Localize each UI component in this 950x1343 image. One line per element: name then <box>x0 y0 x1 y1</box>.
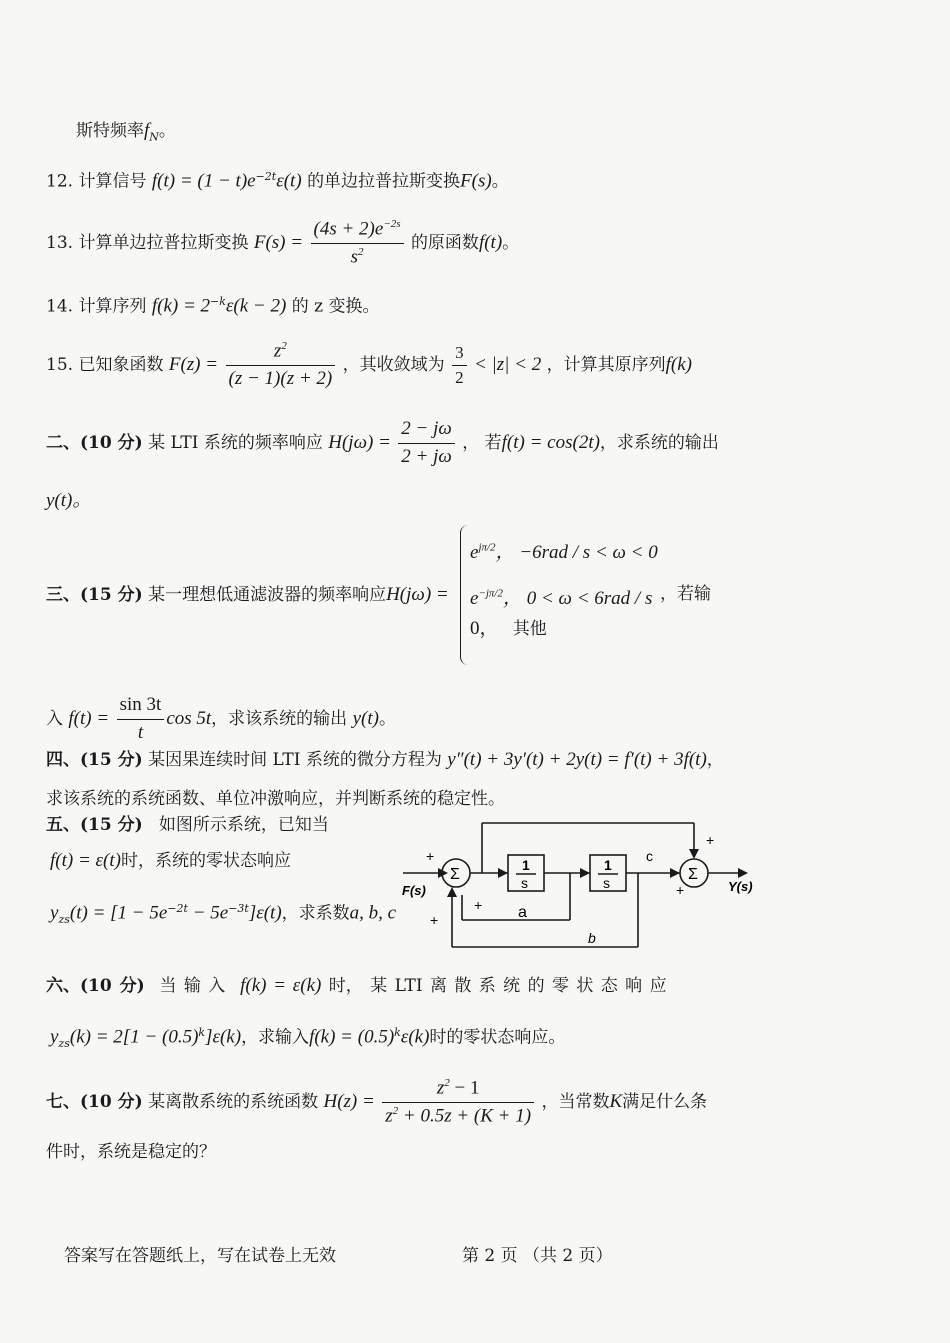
page-number: 第 2 页 （共 2 页） <box>462 1246 613 1266</box>
section-7-line2: 件时，系统是稳定的？ <box>46 1142 216 1162</box>
section-5: 五、(15 分) 如图所示系统，已知当 <box>46 815 329 835</box>
section-2-line2: y(t)。 <box>46 490 92 511</box>
section-4: 四、(15 分) 某因果连续时间 LTI 系统的微分方程为 y″(t) + 3y′(t) + 2y(t) = f′(t) + 3f(t)， <box>46 749 724 770</box>
coef-b-label: b <box>588 930 596 946</box>
plus-sign: + <box>676 882 685 898</box>
q11-tail: 斯特频率$f_N$。 <box>76 120 176 144</box>
section-3-line2: 入 f(t) = $\frac{\sin 3t}{t}$ cos 5t，求该系统的输出 y(t)。 <box>46 694 396 743</box>
section-6: 六、(10 分) 当 输 入 f(k) = ε(k) 时， 某 LTI 离 散 系 统 的 零 状 态 响 应 <box>46 975 667 996</box>
section-2: 二、(10 分) 某 LTI 系统的频率响应 H(jω) = $\frac{2 - j\omega}{2 + j\omega}$ ， 若f(t) = cos(2t)，求系统的输出 <box>46 418 719 467</box>
section-3-suffix: ，若输 <box>660 584 711 604</box>
coef-c-label: c <box>646 848 653 864</box>
section-4-line2: 求该系统的系统函数、单位冲激响应，并判断系统的稳定性。 <box>46 789 505 809</box>
section-5-line2: f(t) = ε(t)时，系统的零状态响应 <box>50 850 291 871</box>
int1-num: 1 <box>522 857 530 873</box>
plus-sign: + <box>706 832 715 848</box>
section-6-line2: $y_{zs}(k) = 2[1 - (0.5)^k]\varepsilon(k)$，求输入$f(k) = (0.5)^k\varepsilon(k)$时的零状态响应。 <box>50 1026 566 1051</box>
int2-den: s <box>603 875 610 891</box>
plus-sign: + <box>430 912 439 928</box>
case-2: $e^{-j\pi/2}$， 0 < ω < 6rad / s <box>470 587 653 609</box>
question-13: 13. 计算单边拉普拉斯变换 F(s) = $\frac{(4s + 2)e^{-2s}}{s^2}$ 的原函数f(t)。 <box>46 218 520 268</box>
question-14: 14. 计算序列 $f(k) = 2^{-k}\varepsilon(k - 2)$ 的 z 变换。 <box>46 295 380 317</box>
coef-a-label: a <box>518 904 527 921</box>
question-12: 12. 计算信号 $f(t) = (1 - t)e^{-2t}\varepsilon(t)$ 的单边拉普拉斯变换F(s)。 <box>46 170 509 192</box>
section-5-line3: $y_{zs}(t) = [1 - 5e^{-2t} - 5e^{-3t}]\varepsilon(t)$，求系数a, b, c <box>50 902 397 927</box>
block-diagram <box>398 815 768 955</box>
output-label: Y(s) <box>728 879 753 894</box>
plus-sign: + <box>426 848 435 864</box>
int1-den: s <box>521 875 528 891</box>
footer-note: 答案写在答题纸上，写在试卷上无效 <box>64 1246 336 1266</box>
int2-num: 1 <box>604 857 612 873</box>
case-3: 0， 其他 <box>470 618 547 639</box>
input-label: F(s) <box>402 883 426 898</box>
sum-2-label: Σ <box>688 866 698 883</box>
case-1: $e^{j\pi/2}$， −6rad / s < ω < 0 <box>470 541 658 563</box>
q13-fraction: $\frac{(4s + 2)e^{-2s}}{s^2}$ <box>311 218 404 269</box>
section-7: 七、(10 分) 某离散系统的系统函数 H(z) = $\frac{z^2 - 1}{z^2 + 0.5z + (K + 1)}$ ，当常数K满足什么条 <box>46 1077 708 1127</box>
section-3: 三、(15 分) 某一理想低通滤波器的频率响应H(jω) = <box>46 584 449 605</box>
sum-1-label: Σ <box>450 866 460 883</box>
question-15: 15. 已知象函数 F(z) = $\frac{z^2}{(z - 1)(z + 2)}$ ，其收敛域为 $\frac{3}{2}$ < |z| < 2 ，计算其原序列f(k) <box>46 340 692 390</box>
plus-sign: + <box>474 897 483 913</box>
